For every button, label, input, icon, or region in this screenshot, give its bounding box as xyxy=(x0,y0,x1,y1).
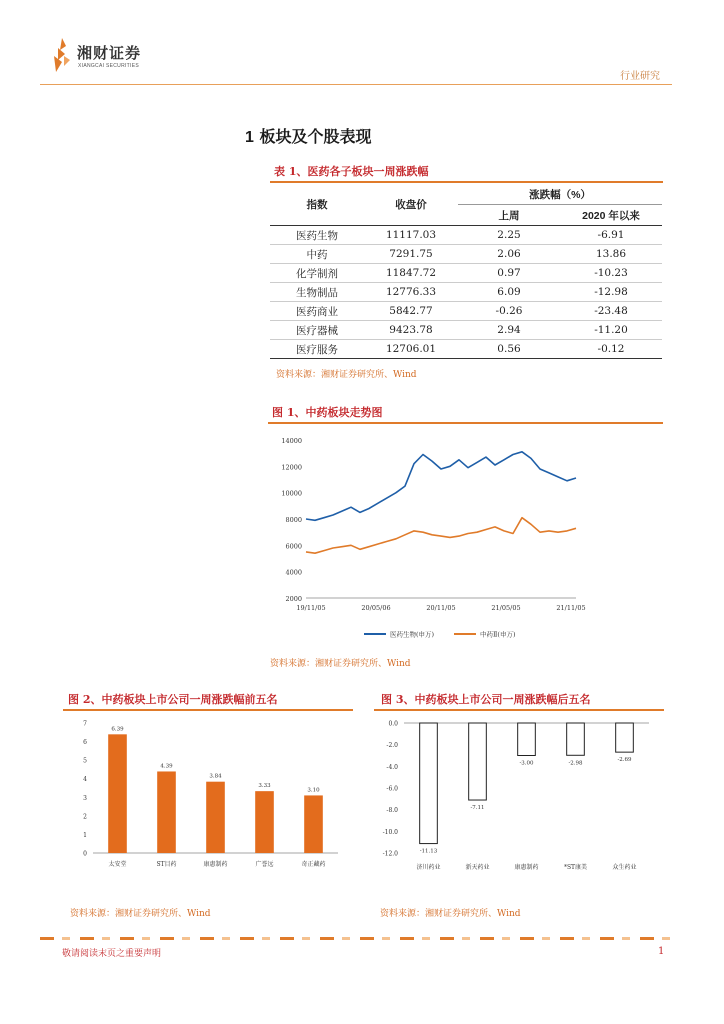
y-tick-label: -8.0 xyxy=(386,807,398,815)
y-tick-label: 14000 xyxy=(281,437,302,445)
y-tick-label: 10000 xyxy=(281,489,302,498)
footer-decoration xyxy=(40,937,672,940)
section-title-text: 板块及个股表现 xyxy=(259,127,372,146)
legend-label: 中药Ⅱ(申万) xyxy=(480,630,516,639)
y-tick-label: 4000 xyxy=(285,568,302,577)
y-tick-label: -2.0 xyxy=(386,742,398,750)
bar xyxy=(469,723,487,800)
table-cell-name: 生物制品 xyxy=(270,283,364,302)
bar-value-label: 3.33 xyxy=(258,783,271,790)
table-cell-ytd: -0.12 xyxy=(560,340,662,359)
bar xyxy=(420,723,438,844)
bar-value-label: -7.11 xyxy=(470,805,485,812)
figure1-source: 资料来源：湘财证券研究所、Wind xyxy=(270,659,411,669)
category-label: 济川药业 xyxy=(416,864,441,871)
table-row xyxy=(270,340,662,359)
table1-header-change: 涨跌幅（%） xyxy=(458,184,662,205)
table-cell-week: 2.94 xyxy=(458,321,560,340)
logo-english-name: XIANGCAI SECURITIES xyxy=(78,63,139,69)
table1-source: 资料来源：湘财证券研究所、Wind xyxy=(276,370,417,380)
table-row xyxy=(270,226,662,245)
table-row xyxy=(270,302,662,321)
table1-header-week: 上周 xyxy=(458,205,560,226)
y-tick-label: 3 xyxy=(83,794,87,802)
category-label: 康惠制药 xyxy=(203,861,228,868)
bar-value-label: 4.39 xyxy=(160,763,173,770)
y-tick-label: 0.0 xyxy=(388,720,398,728)
table-cell-ytd: -12.98 xyxy=(560,283,662,302)
legend-label: 医药生物(申万) xyxy=(390,630,435,639)
table-row xyxy=(270,264,662,283)
y-tick-label: 6000 xyxy=(285,542,302,551)
y-tick-label: -12.0 xyxy=(382,850,398,858)
figure1-caption-underline xyxy=(268,422,663,424)
bar-value-label: 3.10 xyxy=(307,787,320,794)
bar-value-label: -11.13 xyxy=(419,848,438,855)
table-row xyxy=(270,245,662,264)
table-cell-week: 2.25 xyxy=(458,226,560,245)
figure1-caption: 图 1、中药板块走势图 xyxy=(272,406,383,419)
logo-name: 湘财证券 xyxy=(77,45,142,62)
x-tick-label: 19/11/05 xyxy=(296,604,326,612)
figure2-source: 资料来源：湘财证券研究所、Wind xyxy=(70,909,211,919)
y-tick-label: -4.0 xyxy=(386,763,398,771)
y-tick-label: 2000 xyxy=(285,595,302,603)
table-cell-name: 医药商业 xyxy=(270,302,364,321)
y-tick-label: 8000 xyxy=(285,516,302,524)
table-cell-name: 化学制剂 xyxy=(270,264,364,283)
table-cell-close: 7291.75 xyxy=(364,245,458,264)
bar xyxy=(255,791,274,853)
footer-disclaimer-notice: 敬请阅读末页之重要声明 xyxy=(62,949,162,959)
header-divider xyxy=(40,84,672,85)
series-line-1 xyxy=(306,452,576,521)
table-cell-close: 9423.78 xyxy=(364,321,458,340)
x-tick-label: 21/11/05 xyxy=(556,604,586,612)
bar-value-label: -2.98 xyxy=(568,760,583,767)
table-cell-name: 医疗器械 xyxy=(270,321,364,340)
table-row xyxy=(270,321,662,340)
bar xyxy=(157,771,176,853)
bar xyxy=(518,723,536,756)
y-tick-label: 2 xyxy=(83,813,87,821)
y-tick-label: 5 xyxy=(83,757,87,765)
table-cell-week: 6.09 xyxy=(458,283,560,302)
table-row xyxy=(270,283,662,302)
bar xyxy=(206,782,225,853)
y-tick-label: 1 xyxy=(83,831,87,839)
category-label: 康惠制药 xyxy=(514,864,539,871)
table-cell-close: 11847.72 xyxy=(364,264,458,283)
bar xyxy=(567,723,585,755)
table-cell-week: 0.97 xyxy=(458,264,560,283)
category-label: 新天药业 xyxy=(465,864,490,871)
table1 xyxy=(270,184,662,359)
y-tick-label: 12000 xyxy=(281,463,302,472)
bar-value-label: -2.69 xyxy=(617,757,632,764)
figure3-bar-chart xyxy=(374,713,664,893)
table1-header-close: 收盘价 xyxy=(364,184,458,226)
figure3-source: 资料来源：湘财证券研究所、Wind xyxy=(380,909,521,919)
table-cell-ytd: -11.20 xyxy=(560,321,662,340)
category-label: ST目药 xyxy=(156,861,177,868)
figure2-bar-chart xyxy=(63,713,353,893)
table-cell-ytd: -6.91 xyxy=(560,226,662,245)
table-cell-ytd: 13.86 xyxy=(560,245,662,264)
table-cell-week: -0.26 xyxy=(458,302,560,321)
figure3-caption: 图 3、中药板块上市公司一周涨跌幅后五名 xyxy=(381,693,591,706)
table1-header-ytd: 2020 年以来 xyxy=(560,205,662,226)
table-cell-ytd: -10.23 xyxy=(560,264,662,283)
page-number: 1 xyxy=(658,946,665,957)
table1-header-index: 指数 xyxy=(270,184,364,226)
bar-value-label: 3.84 xyxy=(209,773,222,780)
bar-value-label: 6.39 xyxy=(111,726,124,733)
figure2-caption-underline xyxy=(63,709,353,711)
company-logo xyxy=(52,38,72,72)
series-line-2 xyxy=(306,518,576,554)
report-type-label: 行业研究 xyxy=(620,71,660,82)
table-cell-ytd: -23.48 xyxy=(560,302,662,321)
bar xyxy=(616,723,634,752)
table-cell-week: 2.06 xyxy=(458,245,560,264)
figure2-caption: 图 2、中药板块上市公司一周涨跌幅前五名 xyxy=(68,693,278,706)
table-cell-close: 5842.77 xyxy=(364,302,458,321)
section-title xyxy=(245,124,372,147)
table1-caption: 表 1、医药各子板块一周涨跌幅 xyxy=(274,165,429,178)
category-label: 众生药业 xyxy=(612,864,637,871)
x-tick-label: 21/05/05 xyxy=(491,604,521,612)
bar xyxy=(108,734,127,853)
y-tick-label: 6 xyxy=(83,739,87,747)
y-tick-label: 0 xyxy=(83,850,87,858)
table-cell-name: 中药 xyxy=(270,245,364,264)
figure1-line-chart xyxy=(268,428,663,648)
category-label: *ST康美 xyxy=(563,864,588,871)
table-cell-close: 11117.03 xyxy=(364,226,458,245)
table-cell-name: 医药生物 xyxy=(270,226,364,245)
figure3-caption-underline xyxy=(374,709,664,711)
category-label: 广誉远 xyxy=(255,861,274,868)
bar-value-label: -3.00 xyxy=(519,760,534,767)
bar xyxy=(304,795,323,853)
category-label: 奇正藏药 xyxy=(301,861,326,868)
y-tick-label: 4 xyxy=(83,776,87,784)
table-cell-name: 医疗服务 xyxy=(270,340,364,359)
y-tick-label: 7 xyxy=(83,720,87,728)
table-cell-close: 12706.01 xyxy=(364,340,458,359)
table-cell-close: 12776.33 xyxy=(364,283,458,302)
section-number: 1 xyxy=(245,129,254,146)
category-label: 太安堂 xyxy=(108,861,127,868)
table-cell-week: 0.56 xyxy=(458,340,560,359)
table1-caption-underline xyxy=(270,181,663,183)
x-tick-label: 20/11/05 xyxy=(426,604,456,612)
y-tick-label: -10.0 xyxy=(382,828,398,836)
x-tick-label: 20/05/06 xyxy=(361,604,391,612)
y-tick-label: -6.0 xyxy=(386,785,398,793)
